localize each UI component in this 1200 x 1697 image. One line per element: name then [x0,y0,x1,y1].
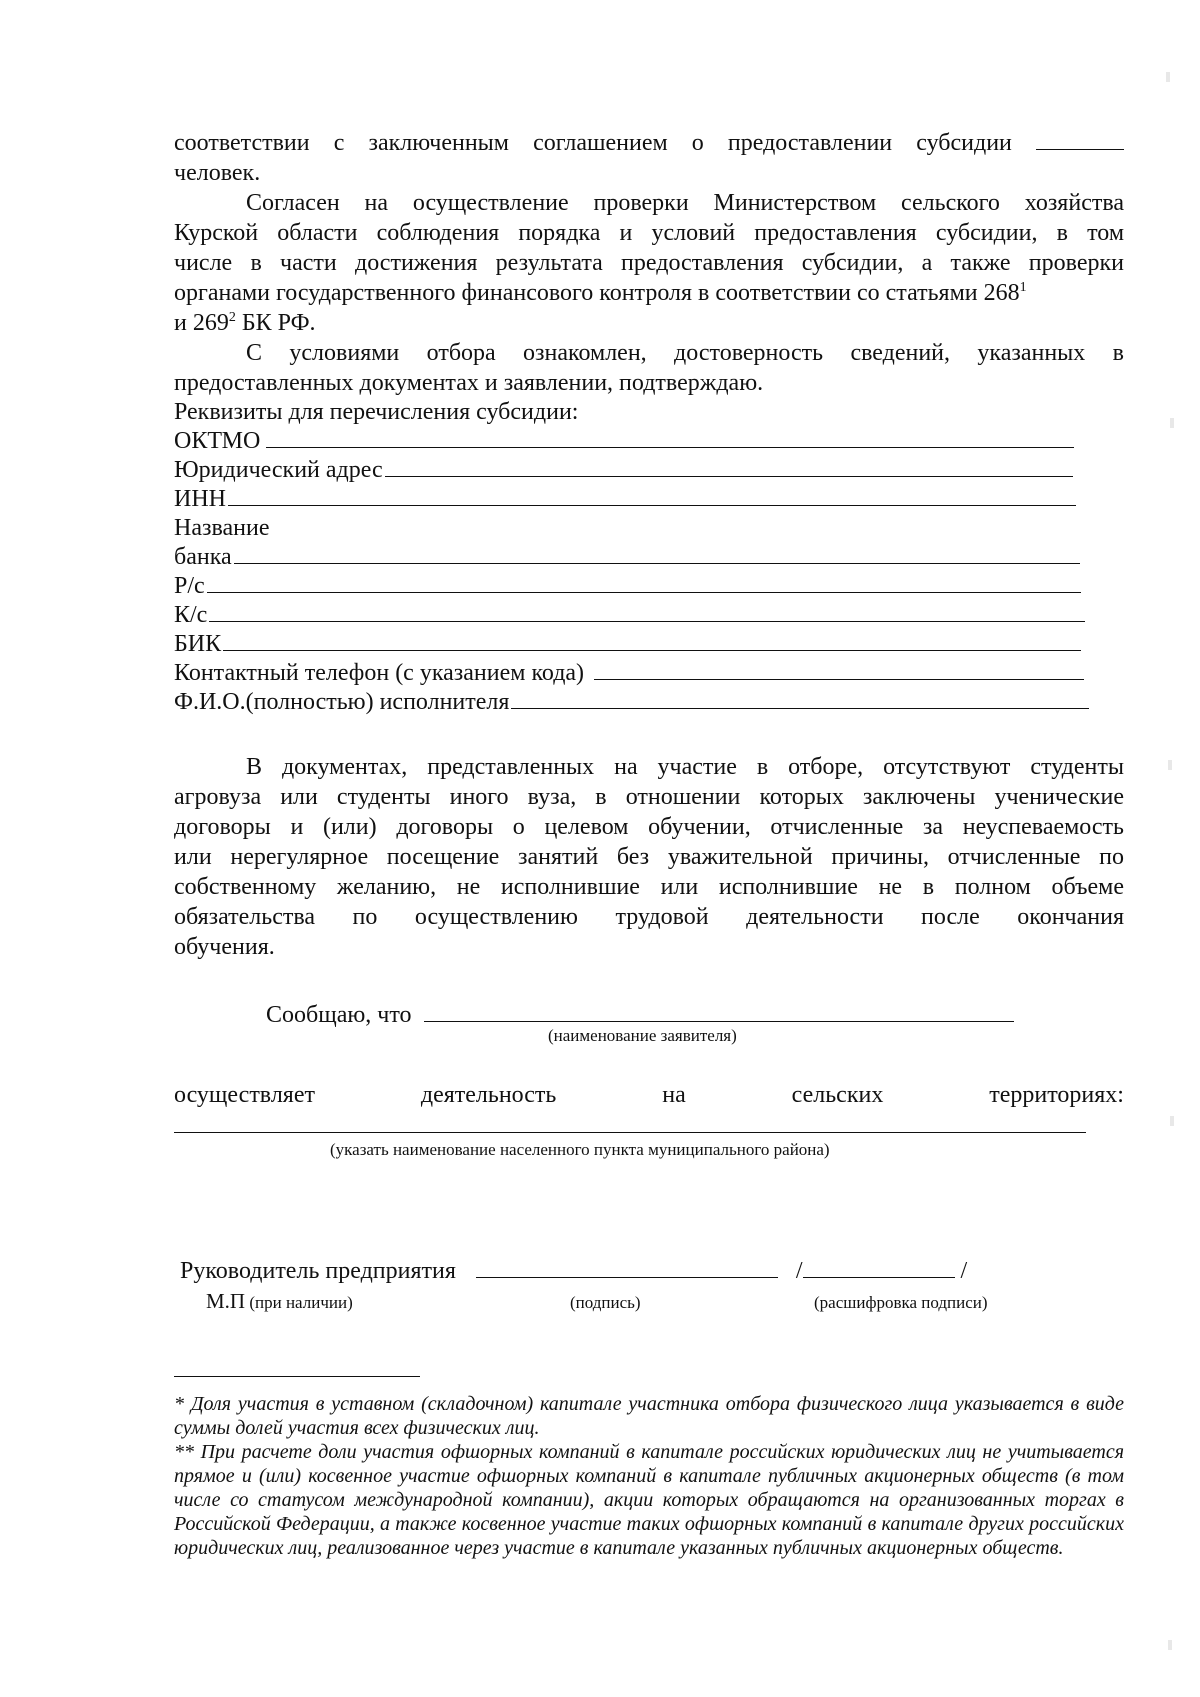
address-row [174,456,1124,485]
bik-label: БИК [174,631,222,657]
report-label: Сообщаю, что [266,1002,412,1028]
oktmo-row [174,427,1124,456]
activity-word-3: на [662,1082,686,1108]
decode-caption: (расшифровка подписи) [814,1293,988,1312]
executor-label: Ф.И.О.(полностью) исполнителя [174,689,510,715]
consent-paragraph [174,188,1124,338]
superscript-1: 1 [1019,280,1027,295]
scan-artifact [1168,1640,1172,1650]
statement-line-4: или нерегулярное посещение занятий без уважительной причины, отчисленные по [174,844,1124,870]
statement-line-1: В документах, представленных на участие в отборе, отсутствуют студенты [246,754,1124,780]
footnote-2: ** При расчете доли участия офшорных компаний в капитале российских юридических лиц не учитывается прямое и (или) косвенное участие офшорных компаний в капитале публичных акционерных обществ (в том числе со статусом международной компании), акции которых обращаются на организованных торгах в Российской Федерации, а также косвенное участие таких офшорных компаний в капитале других российских юридических лиц, реализованное через участие в капитале указанных публичных акционерных обществ. [174,1441,1124,1559]
mp-label-text: М.П [206,1289,246,1313]
bank-name-label-2: банка [174,544,232,570]
applicant-caption: (наименование заявителя) [548,1026,737,1045]
requisites-block [174,398,1124,717]
intro-text: соответствии с заключенным соглашением о предоставлении субсидии [174,130,1012,156]
applicant-name-field[interactable] [424,1001,1014,1022]
bank-name-field[interactable] [234,543,1080,564]
consent-line-1: Согласен на осуществление проверки Министерством сельского хозяйства [246,190,1124,216]
scan-artifact [1170,418,1174,428]
head-label: Руководитель предприятия [180,1258,456,1284]
inn-row [174,485,1124,514]
consent-line-3: числе в части достижения результата предоставления субсидии, а также проверки [174,250,1124,276]
superscript-2: 2 [228,310,236,325]
consent-line-5-a: и 269 [174,310,229,336]
scan-artifact [1166,72,1170,82]
settlement-field[interactable] [174,1132,1086,1133]
scan-artifact [1168,760,1172,770]
activity-line [174,1080,1124,1110]
statement-line-3: договоры и (или) договоры о целевом обучении, отчисленные за неуспеваемость [174,814,1124,840]
sign-caption: (подпись) [570,1293,641,1312]
footnote-1: * Доля участия в уставном (складочном) капитале участника отбора физического лица указывается в виде суммы долей участия всех физических лиц. [174,1393,1124,1439]
phone-field[interactable] [594,659,1084,680]
count-blank [1036,129,1124,150]
activity-word-5: территориях: [989,1082,1124,1108]
bank-name-row-2 [174,543,1124,572]
statement-line-2: агровуза или студенты иного вуза, в отношении которых заключены ученические [174,784,1124,810]
slash-left: / [795,1258,803,1284]
address-label: Юридический адрес [174,457,383,483]
mp-note: (при наличии) [245,1293,353,1312]
consent-line-2: Курской области соблюдения порядка и условий предоставления субсидии, в том [174,220,1124,246]
activity-word-4: сельских [791,1082,884,1108]
settlement-caption: (указать наименование населенного пункта муниципального района) [330,1140,830,1159]
activity-word-2: деятельность [420,1082,557,1108]
statement-paragraph [174,752,1124,962]
footnote-separator [174,1376,420,1377]
inn-field[interactable] [228,485,1076,506]
activity-word-1: осуществляет [174,1082,315,1108]
ks-label: К/с [174,602,208,628]
signature-decode-field[interactable] [803,1257,955,1278]
mp-label [206,1288,353,1314]
ks-field[interactable] [209,601,1085,622]
ks-row [174,601,1124,630]
inn-label: ИНН [174,486,226,512]
consent-line-5-b: БК РФ. [235,310,316,336]
oktmo-label: ОКТМО [174,428,261,454]
statement-line-5: собственному желанию, не исполнившие или исполнившие не в полном объеме [174,874,1124,900]
acknowledge-line-2: предоставленных документах и заявлении, подтверждаю. [174,370,764,396]
requisites-heading: Реквизиты для перечисления субсидии: [174,399,579,425]
address-field[interactable] [385,456,1073,477]
consent-line-5 [174,308,1124,338]
intro-line-1 [174,128,1124,158]
slash-right: / [960,1258,968,1284]
phone-row [174,659,1124,688]
intro-block [174,128,1124,188]
consent-line-4-text: органами государственного финансового контроля в соответствии со статьями 268 [174,280,1020,306]
phone-label: Контактный телефон (с указанием кода) [174,660,585,686]
intro-line-2: человек. [174,160,261,186]
footnotes-block [174,1392,1124,1560]
executor-field[interactable] [511,688,1089,709]
oktmo-field[interactable] [266,427,1074,448]
statement-line-6: обязательства по осуществлению трудовой деятельности после окончания [174,904,1124,930]
bik-field[interactable] [223,630,1081,651]
rs-row [174,572,1124,601]
bik-row [174,630,1124,659]
executor-row [174,688,1124,717]
statement-line-7: обучения. [174,934,275,960]
bank-name-label-1: Название [174,515,270,541]
acknowledge-paragraph [174,338,1124,398]
signature-field[interactable] [476,1257,778,1278]
rs-label: Р/с [174,573,205,599]
scan-artifact [1170,1116,1174,1126]
acknowledge-line-1: С условиями отбора ознакомлен, достоверность сведений, указанных в [246,340,1124,366]
consent-line-4 [174,278,1124,308]
signature-line [180,1256,967,1286]
rs-field[interactable] [207,572,1081,593]
bank-name-row-1 [174,514,1124,543]
